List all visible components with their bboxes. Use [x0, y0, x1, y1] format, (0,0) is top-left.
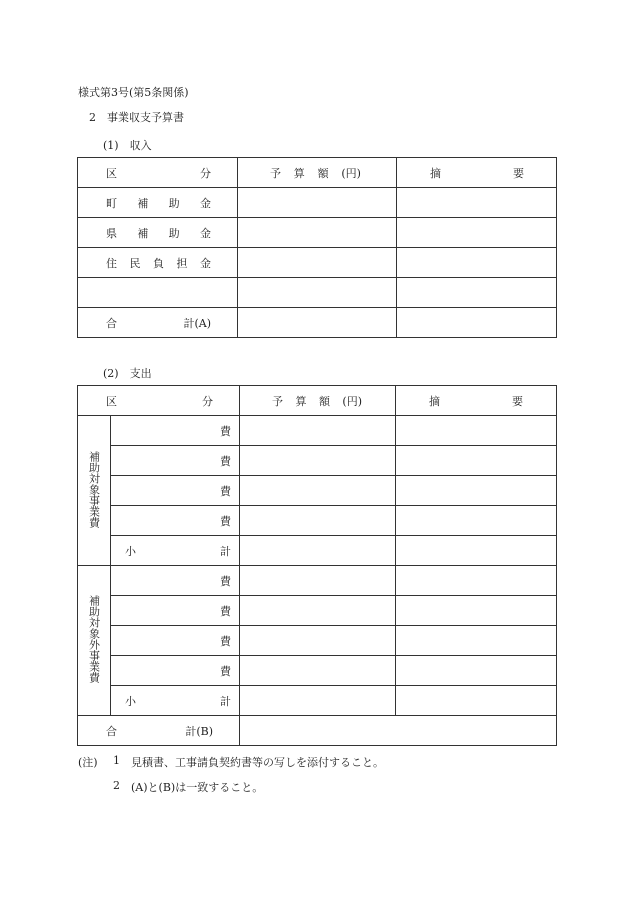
remarks-cell[interactable]: [396, 596, 557, 626]
table-header-row: [78, 386, 557, 416]
header-kubun: 区 分: [78, 158, 238, 188]
income-table: [77, 157, 557, 338]
subtotal-label: 小 計: [111, 686, 240, 716]
row-label: 住 民 負 担 金: [78, 248, 238, 278]
row-label-empty[interactable]: [78, 278, 238, 308]
budget-cell[interactable]: [240, 596, 396, 626]
table-row: [78, 416, 557, 446]
budget-cell[interactable]: [240, 536, 396, 566]
budget-cell[interactable]: [238, 278, 397, 308]
cost-item: 費: [111, 626, 240, 656]
table-row: [78, 476, 557, 506]
cost-item: 費: [111, 416, 240, 446]
subtotal-row: [78, 686, 557, 716]
table-row: [78, 188, 557, 218]
budget-cell[interactable]: [240, 566, 396, 596]
table-row: [78, 626, 557, 656]
budget-cell[interactable]: [240, 626, 396, 656]
header-remarks: 摘 要: [396, 386, 557, 416]
group-label-subsidized: 補助対象事業費: [78, 416, 111, 566]
table-header-row: [78, 158, 557, 188]
table-row: [78, 446, 557, 476]
remarks-cell[interactable]: [396, 416, 557, 446]
cost-item: 費: [111, 476, 240, 506]
remarks-cell[interactable]: [397, 248, 557, 278]
remarks-cell[interactable]: [396, 686, 557, 716]
form-label: 様式第3号(第5条関係): [78, 86, 189, 99]
table-row: [78, 278, 557, 308]
remarks-cell[interactable]: [397, 218, 557, 248]
cost-item: 費: [111, 596, 240, 626]
table-row: [78, 656, 557, 686]
cost-item: 費: [111, 566, 240, 596]
note-2-text: (A)と(B)は一致すること。: [131, 781, 264, 794]
budget-cell[interactable]: [238, 218, 397, 248]
note-1-text: 見積書、工事請負契約書等の写しを添付すること。: [131, 756, 384, 769]
section-title: 2 事業収支予算書: [89, 111, 184, 124]
header-kubun: 区 分: [78, 386, 240, 416]
remarks-cell[interactable]: [396, 446, 557, 476]
table-row: [78, 218, 557, 248]
budget-cell[interactable]: [238, 308, 397, 338]
expense-heading: (2) 支出: [103, 367, 152, 380]
budget-cell[interactable]: [240, 656, 396, 686]
table-row: [78, 566, 557, 596]
remarks-cell[interactable]: [396, 476, 557, 506]
header-budget: 予 算 額 (円): [238, 158, 397, 188]
expense-table: [77, 385, 557, 746]
header-budget: 予 算 額 (円): [240, 386, 396, 416]
budget-cell[interactable]: [238, 248, 397, 278]
budget-cell[interactable]: [240, 506, 396, 536]
total-row: [78, 308, 557, 338]
budget-cell[interactable]: [240, 476, 396, 506]
row-label: 町 補 助 金: [78, 188, 238, 218]
note-label: (注): [78, 756, 98, 769]
budget-cell[interactable]: [238, 188, 397, 218]
total-label: 合 計(B): [78, 716, 240, 746]
income-heading: (1) 収入: [103, 139, 152, 152]
remarks-cell[interactable]: [396, 566, 557, 596]
cost-item: 費: [111, 656, 240, 686]
budget-cell[interactable]: [240, 446, 396, 476]
note-2-number: 2: [113, 779, 120, 792]
table-row: [78, 506, 557, 536]
total-label: 合 計(A): [78, 308, 238, 338]
group-label-non-subsidized: 補助対象外事業費: [78, 566, 111, 716]
remarks-cell[interactable]: [396, 656, 557, 686]
remarks-cell[interactable]: [397, 188, 557, 218]
table-row: [78, 596, 557, 626]
remarks-cell[interactable]: [396, 626, 557, 656]
row-label: 県 補 助 金: [78, 218, 238, 248]
header-remarks: 摘 要: [397, 158, 557, 188]
subtotal-label: 小 計: [111, 536, 240, 566]
total-row: [78, 716, 557, 746]
subtotal-row: [78, 536, 557, 566]
cost-item: 費: [111, 506, 240, 536]
remarks-cell[interactable]: [397, 278, 557, 308]
cost-item: 費: [111, 446, 240, 476]
total-budget-cell[interactable]: [240, 716, 557, 746]
budget-cell[interactable]: [240, 416, 396, 446]
remarks-cell[interactable]: [397, 308, 557, 338]
table-row: [78, 248, 557, 278]
remarks-cell[interactable]: [396, 536, 557, 566]
note-1-number: 1: [113, 754, 120, 767]
budget-cell[interactable]: [240, 686, 396, 716]
remarks-cell[interactable]: [396, 506, 557, 536]
